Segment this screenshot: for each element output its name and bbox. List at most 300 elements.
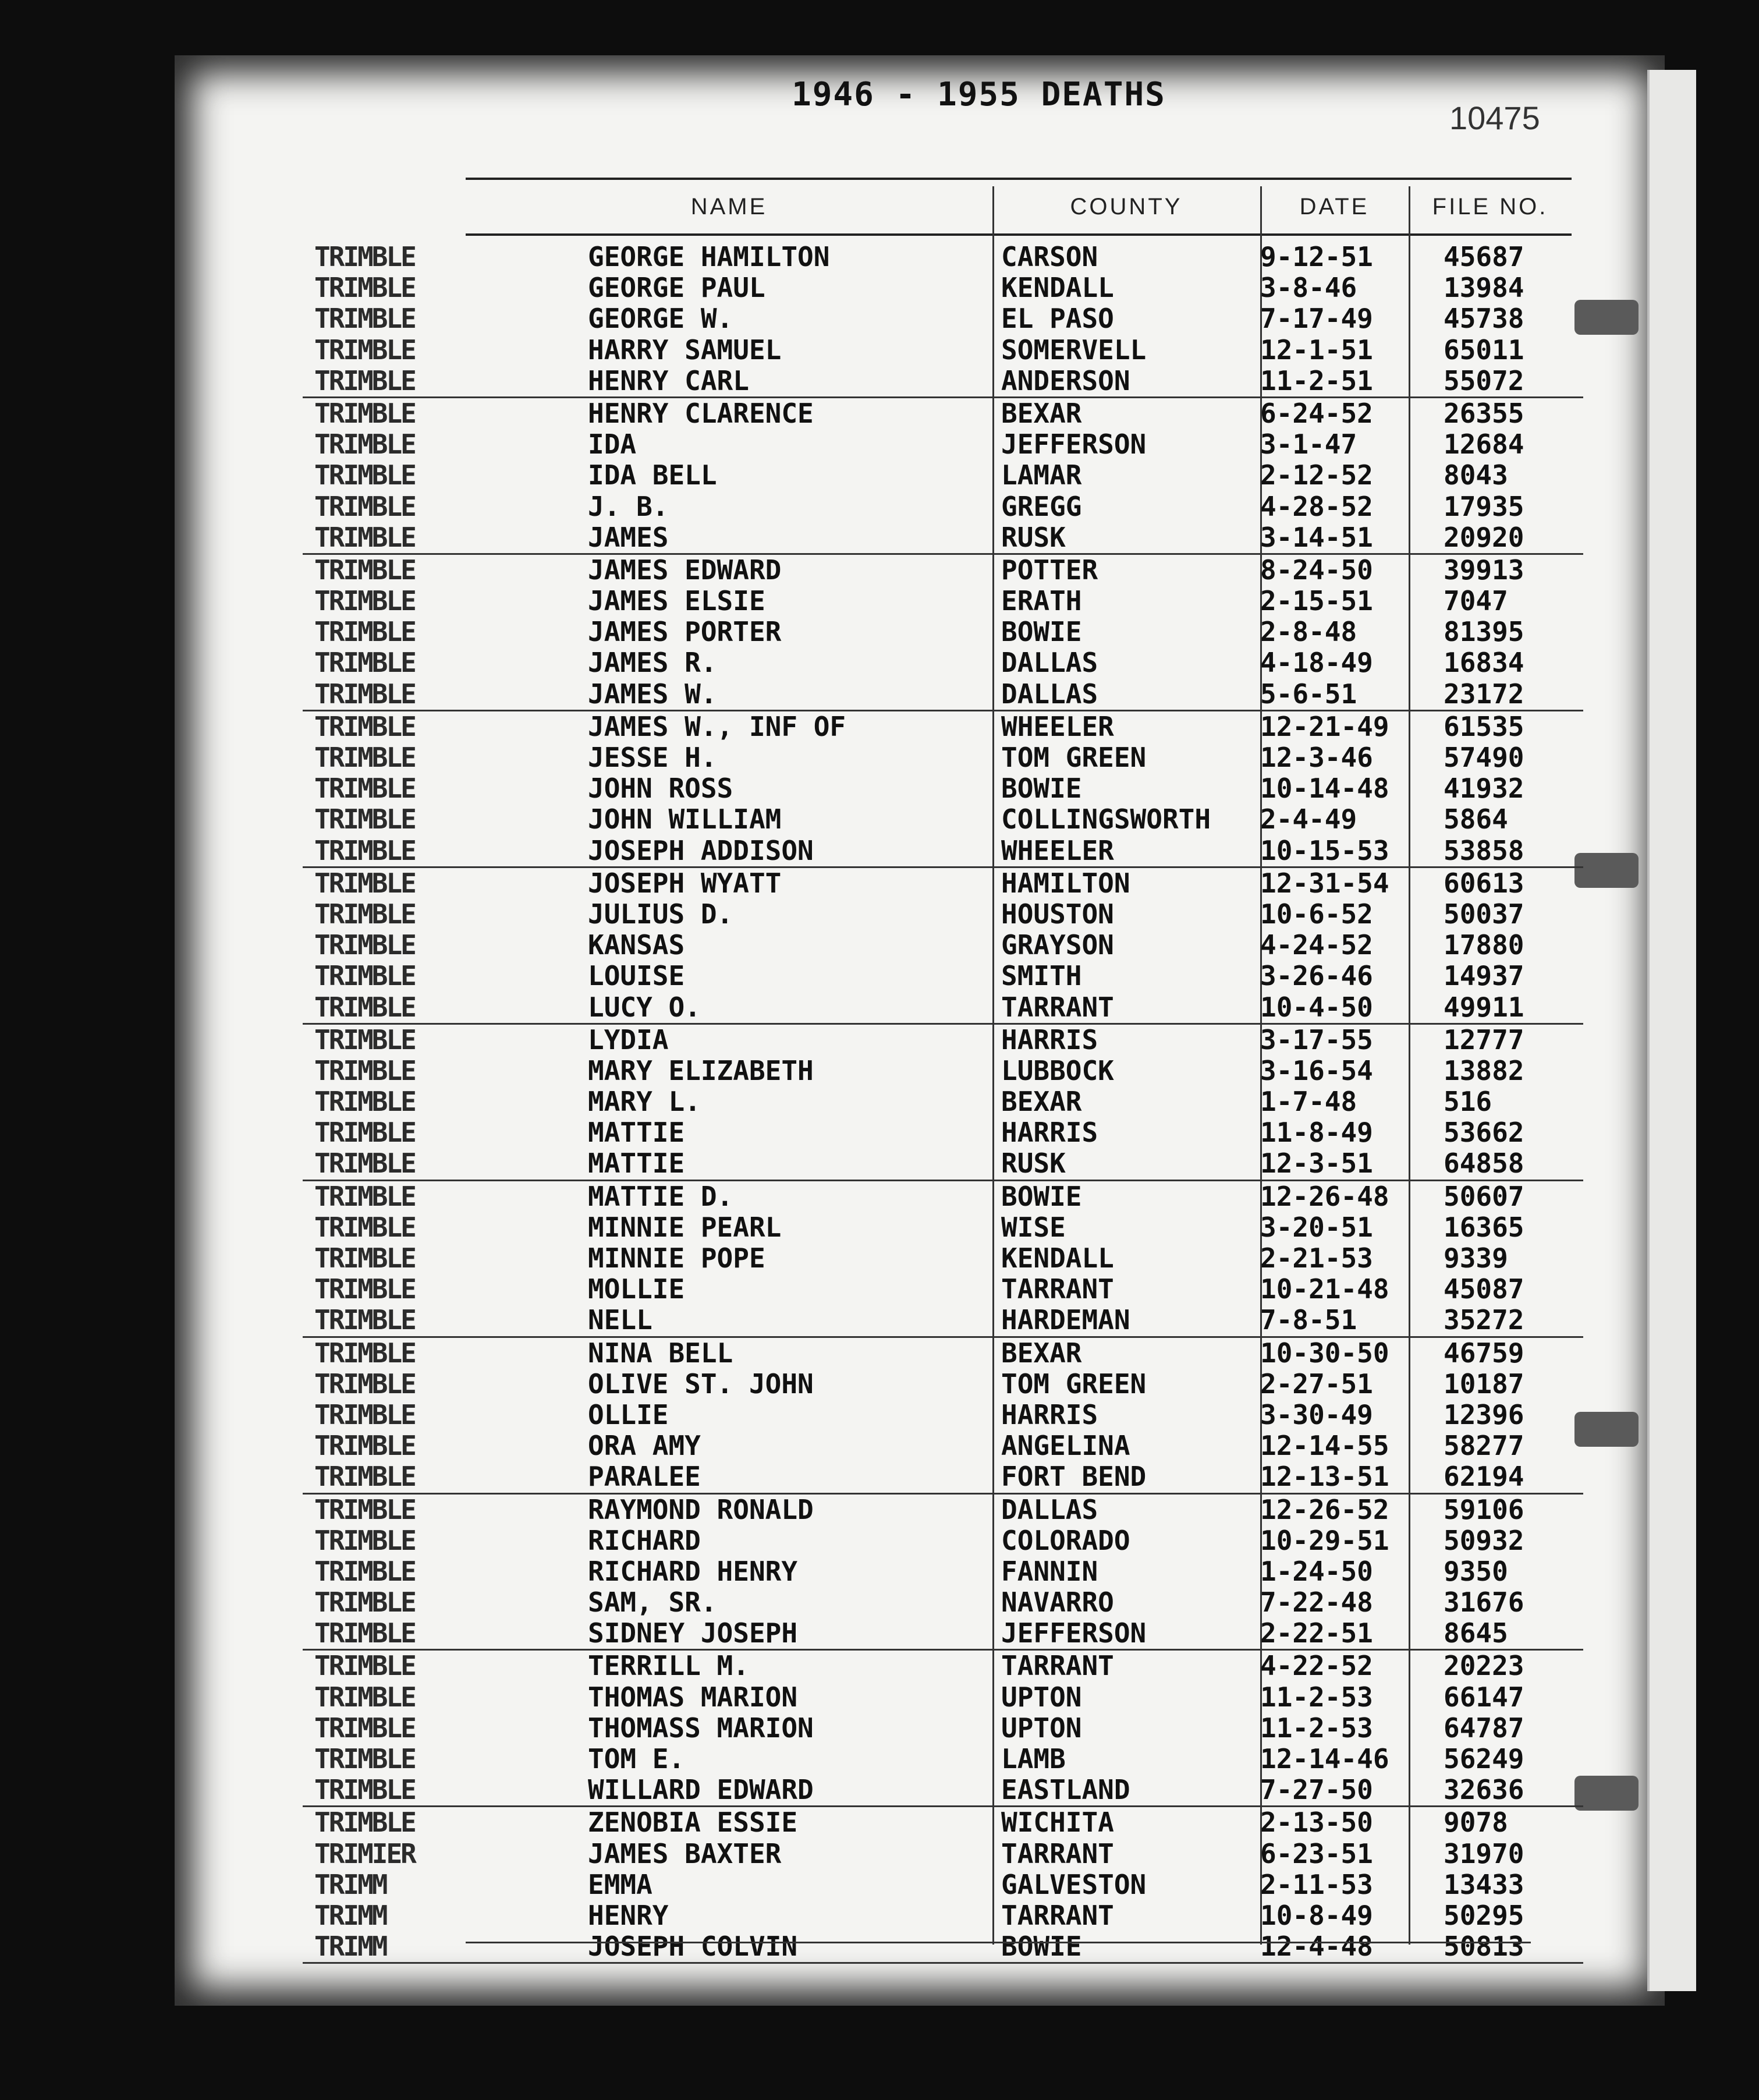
- date-cell: 9-12-51: [1260, 241, 1373, 272]
- table-row: [303, 522, 1583, 555]
- table-row: [303, 1338, 1583, 1369]
- county-cell: DALLAS: [1001, 647, 1098, 679]
- table-row: [303, 773, 1583, 804]
- date-cell: 11-2-51: [1260, 364, 1373, 396]
- file-number-cell: 41932: [1444, 773, 1524, 805]
- county-cell: BOWIE: [1001, 773, 1082, 805]
- table-row: [303, 868, 1583, 899]
- surname-cell: TRIMBLE: [314, 1586, 415, 1619]
- surname-cell: TRIMBLE: [314, 554, 415, 586]
- date-cell: 7-17-49: [1260, 303, 1373, 335]
- table-row: [303, 1744, 1583, 1775]
- table-row: [303, 1369, 1583, 1400]
- county-cell: BEXAR: [1001, 1337, 1082, 1369]
- county-cell: BEXAR: [1001, 1086, 1082, 1118]
- file-number-cell: 20223: [1444, 1650, 1524, 1682]
- county-cell: GREGG: [1001, 490, 1082, 522]
- county-cell: SMITH: [1001, 960, 1082, 992]
- table-row: [303, 1243, 1583, 1274]
- date-cell: 1-24-50: [1260, 1555, 1373, 1587]
- file-number-cell: 45087: [1444, 1273, 1524, 1305]
- given-name-cell: MARY L.: [588, 1086, 701, 1118]
- date-cell: 3-8-46: [1260, 272, 1357, 304]
- page-title: 1946 - 1955 DEATHS: [792, 76, 1166, 114]
- file-number-cell: 8043: [1444, 459, 1508, 491]
- table-row: [303, 398, 1583, 429]
- surname-cell: TRIMBLE: [314, 1461, 415, 1493]
- file-number-cell: 13882: [1444, 1054, 1524, 1086]
- given-name-cell: IDA BELL: [588, 459, 717, 491]
- surname-cell: TRIMBLE: [314, 1493, 415, 1525]
- given-name-cell: J. B.: [588, 490, 669, 522]
- surname-cell: TRIMM: [314, 1899, 386, 1931]
- date-cell: 3-30-49: [1260, 1398, 1373, 1430]
- date-cell: 2-8-48: [1260, 616, 1357, 648]
- file-number-cell: 64787: [1444, 1712, 1524, 1744]
- county-cell: DALLAS: [1001, 678, 1098, 710]
- table-row: [303, 335, 1583, 366]
- county-cell: HARRIS: [1001, 1024, 1098, 1056]
- surname-cell: TRIMBLE: [314, 960, 415, 992]
- given-name-cell: RICHARD: [588, 1524, 701, 1556]
- file-number-cell: 57490: [1444, 742, 1524, 773]
- table-row: [303, 1148, 1583, 1181]
- date-cell: 12-13-51: [1260, 1461, 1389, 1493]
- county-cell: TARRANT: [1001, 1273, 1114, 1305]
- county-cell: KENDALL: [1001, 272, 1114, 304]
- file-number-cell: 31970: [1444, 1837, 1524, 1869]
- surname-cell: TRIMBLE: [314, 1555, 415, 1587]
- date-cell: 4-28-52: [1260, 490, 1373, 522]
- surname-cell: TRIMBLE: [314, 898, 415, 930]
- county-cell: KENDALL: [1001, 1242, 1114, 1274]
- surname-cell: TRIMBLE: [314, 1180, 415, 1212]
- date-cell: 12-31-54: [1260, 867, 1389, 899]
- county-cell: TARRANT: [1001, 1650, 1114, 1682]
- file-number-cell: 64858: [1444, 1148, 1524, 1180]
- given-name-cell: JULIUS D.: [588, 898, 733, 930]
- county-cell: HARRIS: [1001, 1398, 1098, 1430]
- table-row: [303, 711, 1583, 742]
- file-number-cell: 31676: [1444, 1586, 1524, 1619]
- given-name-cell: TOM E.: [588, 1743, 685, 1775]
- table-row: [303, 1869, 1583, 1900]
- date-cell: 12-26-52: [1260, 1493, 1389, 1525]
- county-cell: WHEELER: [1001, 710, 1114, 742]
- county-cell: UPTON: [1001, 1712, 1082, 1744]
- surname-cell: TRIMBLE: [314, 710, 415, 742]
- county-cell: GRAYSON: [1001, 929, 1114, 961]
- given-name-cell: LOUISE: [588, 960, 685, 992]
- file-number-cell: 7047: [1444, 585, 1508, 617]
- table-row: [303, 1900, 1583, 1931]
- county-cell: WICHITA: [1001, 1807, 1114, 1839]
- county-cell: JEFFERSON: [1001, 429, 1147, 461]
- county-cell: HAMILTON: [1001, 867, 1130, 899]
- county-cell: RUSK: [1001, 1148, 1066, 1180]
- file-number-cell: 35272: [1444, 1304, 1524, 1336]
- surname-cell: TRIMBLE: [314, 867, 415, 899]
- file-number-cell: 53858: [1444, 834, 1524, 866]
- date-cell: 2-22-51: [1260, 1617, 1373, 1649]
- table-row: [303, 586, 1583, 617]
- surname-cell: TRIMBLE: [314, 803, 415, 835]
- table-row: [303, 1430, 1583, 1461]
- given-name-cell: HENRY CLARENCE: [588, 397, 814, 429]
- file-number-cell: 60613: [1444, 867, 1524, 899]
- file-number-cell: 45738: [1444, 303, 1524, 335]
- file-number-cell: 50813: [1444, 1931, 1524, 1963]
- county-cell: WHEELER: [1001, 834, 1114, 866]
- given-name-cell: MOLLIE: [588, 1273, 685, 1305]
- file-number-cell: 16365: [1444, 1211, 1524, 1243]
- surname-cell: TRIMBLE: [314, 1086, 415, 1118]
- file-number-cell: 50607: [1444, 1180, 1524, 1212]
- surname-cell: TRIMBLE: [314, 1054, 415, 1086]
- surname-cell: TRIMBLE: [314, 1743, 415, 1775]
- surname-cell: TRIMBLE: [314, 272, 415, 304]
- table-row: [303, 491, 1583, 522]
- given-name-cell: HENRY: [588, 1899, 669, 1931]
- table-row: [303, 303, 1583, 334]
- binder-clip-mark: [1574, 853, 1639, 888]
- table-row: [303, 1931, 1583, 1964]
- date-cell: 2-27-51: [1260, 1368, 1373, 1400]
- surname-cell: TRIMBLE: [314, 834, 415, 866]
- table-row: [303, 899, 1583, 930]
- date-cell: 2-4-49: [1260, 803, 1357, 835]
- date-cell: 12-3-46: [1260, 742, 1373, 773]
- date-cell: 3-20-51: [1260, 1211, 1373, 1243]
- county-cell: SOMERVELL: [1001, 334, 1147, 366]
- given-name-cell: MINNIE POPE: [588, 1242, 765, 1274]
- given-name-cell: JAMES W., INF OF: [588, 710, 846, 742]
- surname-cell: TRIMBLE: [314, 459, 415, 491]
- date-cell: 12-26-48: [1260, 1180, 1389, 1212]
- file-number-cell: 9339: [1444, 1242, 1508, 1274]
- given-name-cell: EMMA: [588, 1868, 652, 1900]
- table-row: [303, 1556, 1583, 1587]
- column-header-date: DATE: [1299, 193, 1370, 219]
- file-number-cell: 53662: [1444, 1117, 1524, 1149]
- date-cell: 12-21-49: [1260, 710, 1389, 742]
- surname-cell: TRIMBLE: [314, 1430, 415, 1462]
- given-name-cell: NELL: [588, 1304, 652, 1336]
- table-row: [303, 1212, 1583, 1243]
- date-cell: 11-2-53: [1260, 1681, 1373, 1713]
- table-row: [303, 1587, 1583, 1618]
- county-cell: UPTON: [1001, 1681, 1082, 1713]
- table-row: [303, 1400, 1583, 1430]
- file-number-cell: 16834: [1444, 647, 1524, 679]
- given-name-cell: THOMAS MARION: [588, 1681, 798, 1713]
- given-name-cell: LYDIA: [588, 1024, 669, 1056]
- table-row: [303, 1807, 1583, 1838]
- file-number-cell: 5864: [1444, 803, 1508, 835]
- county-cell: BOWIE: [1001, 1180, 1082, 1212]
- date-cell: 6-24-52: [1260, 397, 1373, 429]
- county-cell: FORT BEND: [1001, 1461, 1147, 1493]
- surname-cell: TRIMBLE: [314, 303, 415, 335]
- file-number-cell: 20920: [1444, 521, 1524, 553]
- county-cell: FANNIN: [1001, 1555, 1098, 1587]
- file-number-cell: 9350: [1444, 1555, 1508, 1587]
- file-number-cell: 32636: [1444, 1774, 1524, 1806]
- given-name-cell: MINNIE PEARL: [588, 1211, 782, 1243]
- column-header-row: [466, 178, 1572, 236]
- surname-cell: TRIMBLE: [314, 585, 415, 617]
- table-row: [303, 1461, 1583, 1494]
- given-name-cell: JAMES ELSIE: [588, 585, 765, 617]
- table-row: [303, 1086, 1583, 1117]
- table-row: [303, 460, 1583, 491]
- county-cell: TARRANT: [1001, 1837, 1114, 1869]
- given-name-cell: SAM, SR.: [588, 1586, 717, 1619]
- surname-cell: TRIMBLE: [314, 1024, 415, 1056]
- surname-cell: TRIMBLE: [314, 1337, 415, 1369]
- county-cell: HARRIS: [1001, 1117, 1098, 1149]
- county-cell: BOWIE: [1001, 1931, 1082, 1963]
- table-row: [303, 1839, 1583, 1869]
- given-name-cell: JOSEPH ADDISON: [588, 834, 814, 866]
- file-number-cell: 14937: [1444, 960, 1524, 992]
- given-name-cell: KANSAS: [588, 929, 685, 961]
- given-name-cell: JAMES BAXTER: [588, 1837, 782, 1869]
- surname-cell: TRIMBLE: [314, 1304, 415, 1336]
- date-cell: 2-21-53: [1260, 1242, 1373, 1274]
- table-row: [303, 1117, 1583, 1148]
- surname-cell: TRIMBLE: [314, 1681, 415, 1713]
- table-row: [303, 1056, 1583, 1086]
- county-cell: HARDEMAN: [1001, 1304, 1130, 1336]
- given-name-cell: JOSEPH WYATT: [588, 867, 782, 899]
- given-name-cell: GEORGE HAMILTON: [588, 241, 830, 272]
- table-row: [303, 272, 1583, 303]
- given-name-cell: MATTIE: [588, 1117, 685, 1149]
- file-number-cell: 62194: [1444, 1461, 1524, 1493]
- table-row: [303, 835, 1583, 868]
- file-number-cell: 516: [1444, 1086, 1492, 1118]
- table-row: [303, 804, 1583, 835]
- table-row: [303, 1618, 1583, 1651]
- page-edge: [1647, 70, 1696, 1991]
- file-number-cell: 12684: [1444, 429, 1524, 461]
- given-name-cell: TERRILL M.: [588, 1650, 749, 1682]
- date-cell: 2-12-52: [1260, 459, 1373, 491]
- county-cell: ANDERSON: [1001, 364, 1130, 396]
- given-name-cell: OLIVE ST. JOHN: [588, 1368, 814, 1400]
- file-number-cell: 55072: [1444, 364, 1524, 396]
- binder-clip-mark: [1574, 300, 1639, 335]
- date-cell: 12-3-51: [1260, 1148, 1373, 1180]
- date-cell: 10-21-48: [1260, 1273, 1389, 1305]
- file-number-cell: 12396: [1444, 1398, 1524, 1430]
- county-cell: DALLAS: [1001, 1493, 1098, 1525]
- county-cell: POTTER: [1001, 554, 1098, 586]
- county-cell: NAVARRO: [1001, 1586, 1114, 1619]
- given-name-cell: LUCY O.: [588, 991, 701, 1023]
- surname-cell: TRIMBLE: [314, 334, 415, 366]
- file-number-cell: 9078: [1444, 1807, 1508, 1839]
- surname-cell: TRIMBLE: [314, 1368, 415, 1400]
- date-cell: 10-8-49: [1260, 1899, 1373, 1931]
- file-number-cell: 8645: [1444, 1617, 1508, 1649]
- county-cell: LAMB: [1001, 1743, 1066, 1775]
- county-cell: ANGELINA: [1001, 1430, 1130, 1462]
- surname-cell: TRIMIER: [314, 1837, 415, 1869]
- county-cell: LAMAR: [1001, 459, 1082, 491]
- county-cell: WISE: [1001, 1211, 1066, 1243]
- given-name-cell: JAMES: [588, 521, 669, 553]
- surname-cell: TRIMBLE: [314, 1211, 415, 1243]
- table-row: [303, 1682, 1583, 1713]
- county-cell: JEFFERSON: [1001, 1617, 1147, 1649]
- date-cell: 3-1-47: [1260, 429, 1357, 461]
- file-number-cell: 26355: [1444, 397, 1524, 429]
- table-row: [303, 930, 1583, 961]
- given-name-cell: MARY ELIZABETH: [588, 1054, 814, 1086]
- file-number-cell: 10187: [1444, 1368, 1524, 1400]
- table-row: [303, 647, 1583, 678]
- surname-cell: TRIMBLE: [314, 742, 415, 773]
- binder-clip-mark: [1574, 1412, 1639, 1447]
- county-cell: COLLINGSWORTH: [1001, 803, 1211, 835]
- county-cell: TOM GREEN: [1001, 742, 1147, 773]
- given-name-cell: WILLARD EDWARD: [588, 1774, 814, 1806]
- table-row: [303, 1025, 1583, 1056]
- surname-cell: TRIMBLE: [314, 678, 415, 710]
- surname-cell: TRIMBLE: [314, 1774, 415, 1806]
- given-name-cell: GEORGE PAUL: [588, 272, 765, 304]
- date-cell: 2-13-50: [1260, 1807, 1373, 1839]
- column-header-county: COUNTY: [1070, 193, 1183, 219]
- file-number-cell: 45687: [1444, 241, 1524, 272]
- date-cell: 1-7-48: [1260, 1086, 1357, 1118]
- given-name-cell: NINA BELL: [588, 1337, 733, 1369]
- date-cell: 7-8-51: [1260, 1304, 1357, 1336]
- surname-cell: TRIMM: [314, 1868, 386, 1900]
- county-cell: BOWIE: [1001, 616, 1082, 648]
- surname-cell: TRIMBLE: [314, 929, 415, 961]
- surname-cell: TRIMBLE: [314, 1273, 415, 1305]
- date-cell: 8-24-50: [1260, 554, 1373, 586]
- given-name-cell: JESSE H.: [588, 742, 717, 773]
- surname-cell: TRIMBLE: [314, 1712, 415, 1744]
- county-cell: TOM GREEN: [1001, 1368, 1147, 1400]
- date-cell: 11-2-53: [1260, 1712, 1373, 1744]
- county-cell: CARSON: [1001, 241, 1098, 272]
- file-number-cell: 17880: [1444, 929, 1524, 961]
- file-number-cell: 23172: [1444, 678, 1524, 710]
- surname-cell: TRIMBLE: [314, 521, 415, 553]
- table-row: [303, 961, 1583, 991]
- table-row: [303, 1305, 1583, 1337]
- table-row: [303, 1525, 1583, 1556]
- given-name-cell: GEORGE W.: [588, 303, 733, 335]
- given-name-cell: ORA AMY: [588, 1430, 701, 1462]
- county-cell: TARRANT: [1001, 1899, 1114, 1931]
- given-name-cell: JOSEPH COLVIN: [588, 1931, 798, 1963]
- file-number-cell: 49911: [1444, 991, 1524, 1023]
- date-cell: 2-15-51: [1260, 585, 1373, 617]
- surname-cell: TRIMBLE: [314, 1242, 415, 1274]
- given-name-cell: THOMASS MARION: [588, 1712, 814, 1744]
- file-number-cell: 66147: [1444, 1681, 1524, 1713]
- file-number-cell: 61535: [1444, 710, 1524, 742]
- table-row: [303, 1713, 1583, 1744]
- table-row: [303, 366, 1583, 398]
- county-cell: EL PASO: [1001, 303, 1114, 335]
- file-number-cell: 81395: [1444, 616, 1524, 648]
- file-reference-number: 10475: [1449, 100, 1540, 136]
- table-row: [303, 679, 1583, 711]
- binder-clip-mark: [1574, 1776, 1639, 1811]
- surname-cell: TRIMBLE: [314, 1117, 415, 1149]
- date-cell: 4-24-52: [1260, 929, 1373, 961]
- given-name-cell: HENRY CARL: [588, 364, 749, 396]
- date-cell: 4-18-49: [1260, 647, 1373, 679]
- table-row: [303, 555, 1583, 586]
- column-header-name: NAME: [690, 193, 768, 219]
- table-row: [303, 429, 1583, 460]
- surname-cell: TRIMBLE: [314, 1807, 415, 1839]
- file-number-cell: 65011: [1444, 334, 1524, 366]
- file-number-cell: 58277: [1444, 1430, 1524, 1462]
- surname-cell: TRIMBLE: [314, 1524, 415, 1556]
- date-cell: 4-22-52: [1260, 1650, 1373, 1682]
- date-cell: 5-6-51: [1260, 678, 1357, 710]
- file-number-cell: 17935: [1444, 490, 1524, 522]
- surname-cell: TRIMBLE: [314, 490, 415, 522]
- surname-cell: TRIMM: [314, 1931, 386, 1963]
- date-cell: 7-22-48: [1260, 1586, 1373, 1619]
- records-table: [303, 242, 1583, 1964]
- file-number-cell: 39913: [1444, 554, 1524, 586]
- given-name-cell: IDA: [588, 429, 637, 461]
- table-row: [303, 742, 1583, 773]
- county-cell: HOUSTON: [1001, 898, 1114, 930]
- surname-cell: TRIMBLE: [314, 364, 415, 396]
- table-row: [303, 242, 1583, 272]
- date-cell: 10-15-53: [1260, 834, 1389, 866]
- given-name-cell: JOHN ROSS: [588, 773, 733, 805]
- table-bottom-rule: [466, 1942, 1531, 1943]
- file-number-cell: 50037: [1444, 898, 1524, 930]
- date-cell: 3-17-55: [1260, 1024, 1373, 1056]
- date-cell: 6-23-51: [1260, 1837, 1373, 1869]
- file-number-cell: 13433: [1444, 1868, 1524, 1900]
- table-row: [303, 1651, 1583, 1681]
- given-name-cell: JAMES PORTER: [588, 616, 782, 648]
- county-cell: BEXAR: [1001, 397, 1082, 429]
- surname-cell: TRIMBLE: [314, 397, 415, 429]
- file-number-cell: 13984: [1444, 272, 1524, 304]
- date-cell: 3-16-54: [1260, 1054, 1373, 1086]
- given-name-cell: MATTIE: [588, 1148, 685, 1180]
- table-row: [303, 992, 1583, 1025]
- given-name-cell: RAYMOND RONALD: [588, 1493, 814, 1525]
- date-cell: 10-6-52: [1260, 898, 1373, 930]
- county-cell: ERATH: [1001, 585, 1082, 617]
- column-header-file-no: FILE NO.: [1432, 193, 1548, 219]
- table-row: [303, 1775, 1583, 1807]
- surname-cell: TRIMBLE: [314, 1650, 415, 1682]
- county-cell: LUBBOCK: [1001, 1054, 1114, 1086]
- date-cell: 12-4-48: [1260, 1931, 1373, 1963]
- given-name-cell: OLLIE: [588, 1398, 669, 1430]
- given-name-cell: JAMES W.: [588, 678, 717, 710]
- date-cell: 7-27-50: [1260, 1774, 1373, 1806]
